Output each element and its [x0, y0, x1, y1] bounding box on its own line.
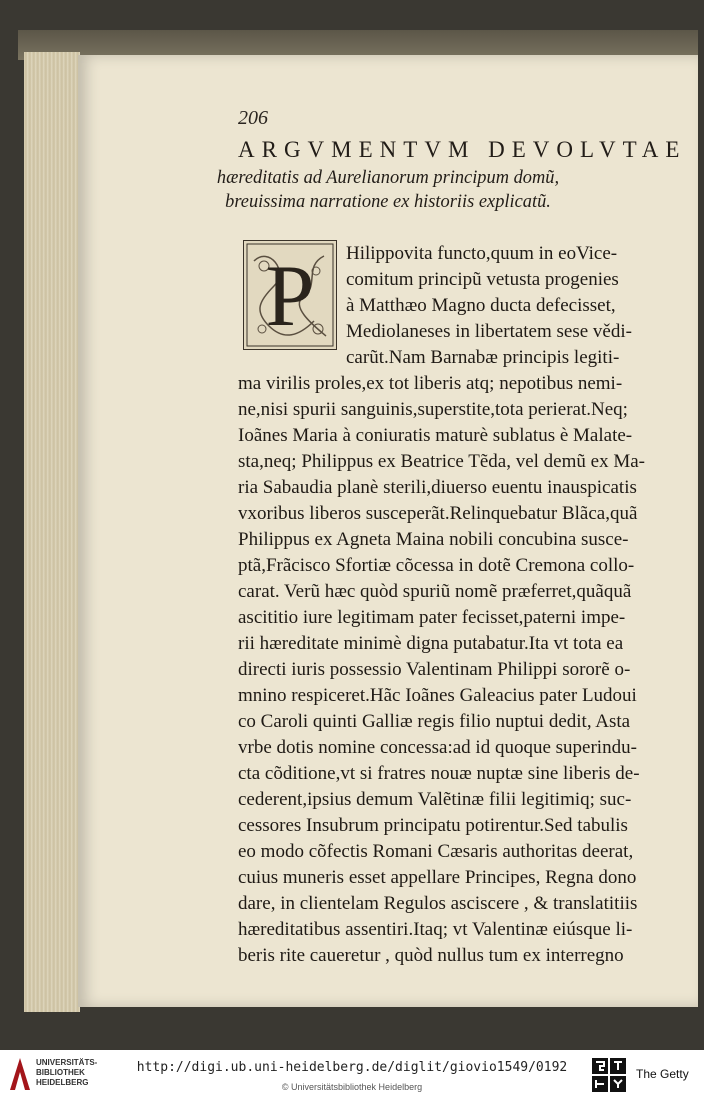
university-name: UNIVERSITÄTS- BIBLIOTHEK HEIDELBERG — [36, 1058, 98, 1087]
copyright-notice: © Universitätsbibliothek Heidelberg — [281, 1082, 423, 1092]
text-line: rii hæreditate minimè digna putabatur.Ita vt tota ea — [238, 633, 624, 654]
text-line: cta cõditione,vt si fratres nouæ nuptæ sine liberis de- — [238, 763, 640, 784]
text-line: carũt.Nam Barnabæ principis legiti- — [346, 347, 620, 368]
text-line: directi iuris possessio Valentinam Philippi sororẽ o- — [238, 659, 631, 680]
initial-letter: P — [265, 248, 315, 345]
text-line: Hilippovita functo,quum in eoVice- — [346, 243, 618, 264]
text-line: cessores Insubrum principatu potirentur.Sed tabulis — [238, 815, 628, 836]
text-line: carat. Verũ hæc quòd spuriũ nomẽ præferret,quãquã — [238, 581, 632, 602]
viewer-footer — [0, 1050, 704, 1100]
text-line: Philippus ex Agneta Maina nobili concubina susce- — [238, 529, 629, 550]
text-line: ptã,Frãcisco Sfortiæ cõcessa in dotẽ Cremona collo- — [238, 555, 635, 576]
text-line: Mediolaneses in libertatem sese vědi- — [346, 321, 632, 342]
decorated-initial — [243, 240, 337, 350]
text-line: dare, in clientelam Regulos asciscere , & translatitiis — [238, 893, 638, 914]
ornamental-initial-icon — [244, 241, 336, 349]
chapter-subheading-line-2: breuissima narratione ex historiis explicatũ. — [225, 191, 551, 212]
text-line: hæreditatibus assentiri.Itaq; vt Valentinæ eiúsque li- — [238, 919, 633, 940]
text-line: Ioãnes Maria à coniuratis maturè sublatus è Malate- — [238, 425, 633, 446]
text-line: vxoribus liberos susceperãt.Relinquebatur Blãca,quã — [238, 503, 638, 524]
text-line: sta,neq; Philippus ex Beatrice Tẽda, vel demũ ex Ma- — [238, 451, 645, 472]
text-line: cuius muneris esset appellare Principes, Regna dono — [238, 867, 637, 888]
chapter-heading: ARGVMENTVM DEVOLVTAE — [238, 137, 687, 162]
text-line: ascititio iure legitimam pater fecisset,paterni impe- — [238, 607, 626, 628]
getty-logo-icon — [592, 1058, 626, 1092]
text-line: eo modo cõfectis Romani Cæsaris authoritas deerat, — [238, 841, 634, 862]
text-line: ria Sabaudia planè sterili,diuerso euentu inauspicatis — [238, 477, 637, 498]
text-line: à Matthæo Magno ducta defecisset, — [346, 295, 616, 316]
partner-name: The Getty — [636, 1067, 689, 1081]
chapter-subheading-line-1: hæreditatis ad Aurelianorum principum domũ, — [216, 167, 560, 188]
page-stack-edge — [24, 52, 80, 1012]
text-line: mnino respiceret.Hãc Ioãnes Galeacius pater Ludoui — [238, 685, 637, 706]
text-line: beris rite caueretur , quòd nullus tum ex interregno — [238, 945, 624, 966]
book-page — [78, 55, 698, 1007]
text-line: cederent,ipsius demum Valẽtinæ filii legitimiq; suc- — [238, 789, 632, 810]
text-line: ne,nisi spurii sanguinis,superstite,tota perierat.Neq; — [238, 399, 628, 420]
text-line: co Caroli quinti Galliæ regis filio nuptui dedit, Asta — [238, 711, 631, 732]
text-line: ma virilis proles,ex tot liberis atq; nepotibus nemi- — [238, 373, 623, 394]
text-line: vrbe dotis nomine concessa:ad id quoque superindu- — [238, 737, 637, 758]
page-number: 206 — [238, 107, 268, 129]
text-line: comitum principũ vetusta progenies — [346, 269, 619, 290]
permalink-url[interactable]: http://digi.ub.uni-heidelberg.de/diglit/giovio1549/0192 — [136, 1060, 568, 1075]
